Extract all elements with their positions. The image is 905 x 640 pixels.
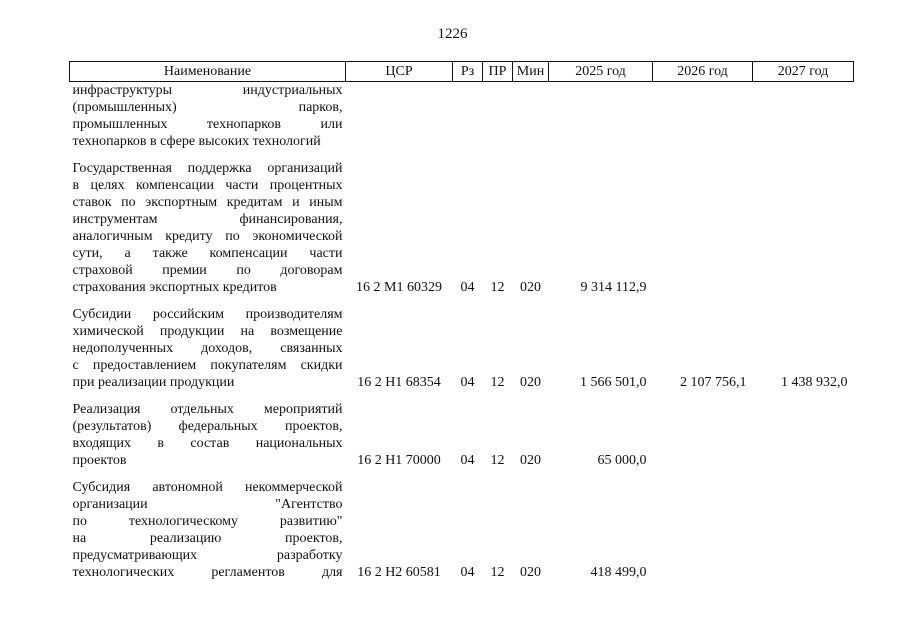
row-name xyxy=(70,401,346,469)
name-line: сути, а также компенсации части xyxy=(72,246,343,261)
name-line: Субсидии российским производителям xyxy=(72,307,343,322)
row-rz: 04 xyxy=(460,565,475,580)
row-2026: 2 107 756,1 xyxy=(680,375,747,390)
row-2027 xyxy=(753,82,854,151)
row-2026 xyxy=(653,82,753,151)
row-csr: 16 2 H1 68354 xyxy=(357,375,441,390)
row-2026 xyxy=(653,160,753,296)
row-2027: 1 438 932,0 xyxy=(781,375,848,390)
row-2027 xyxy=(753,160,854,296)
header-pr: ПР xyxy=(483,62,513,82)
row-name xyxy=(70,82,346,151)
name-line: проектов xyxy=(72,453,127,468)
row-csr: 16 2 H2 60581 xyxy=(357,565,441,580)
row-rz: 04 xyxy=(460,453,475,468)
header-name: Наименование xyxy=(70,62,346,82)
name-line: с предоставлением покупателям скидки xyxy=(72,358,343,373)
row-min xyxy=(513,82,549,151)
name-line: в целях компенсации части процентных xyxy=(72,178,343,193)
table-row xyxy=(70,306,854,391)
row-name xyxy=(70,306,346,391)
name-line: на реализацию проектов, xyxy=(72,531,343,546)
name-line: промышленных технопарков или xyxy=(72,117,343,132)
row-min: 020 xyxy=(520,453,541,468)
budget-table xyxy=(69,61,854,581)
row-csr: 16 2 H1 70000 xyxy=(357,453,441,468)
header-2026: 2026 год xyxy=(653,62,753,82)
row-2025: 1 566 501,0 xyxy=(580,375,647,390)
table-row xyxy=(70,82,854,151)
name-line: инфраструктуры индустриальных xyxy=(72,83,343,98)
header-rz: Рз xyxy=(453,62,483,82)
name-line: Субсидия автономной некоммерческой xyxy=(72,480,343,495)
row-pr: 12 xyxy=(490,565,505,580)
row-2025: 65 000,0 xyxy=(597,453,647,468)
name-line: Государственная поддержка организаций xyxy=(72,161,343,176)
table-row xyxy=(70,401,854,469)
name-line: технологических регламентов для xyxy=(72,565,343,580)
row-name xyxy=(70,479,346,581)
row-2026 xyxy=(653,401,753,469)
page-number: 1226 xyxy=(437,26,468,42)
row-min: 020 xyxy=(520,280,541,295)
name-line: технопарков в сфере высоких технологий xyxy=(72,134,321,149)
name-line: химической продукции на возмещение xyxy=(72,324,343,339)
row-pr xyxy=(483,82,513,151)
name-line: страхования экспортных кредитов xyxy=(72,280,277,295)
row-pr: 12 xyxy=(490,453,505,468)
row-2025: 9 314 112,9 xyxy=(580,280,647,295)
row-csr xyxy=(346,82,453,151)
row-rz: 04 xyxy=(460,280,475,295)
row-2025: 418 499,0 xyxy=(590,565,647,580)
name-line: предусматривающих разработку xyxy=(72,548,343,563)
row-2027 xyxy=(753,479,854,581)
row-pr: 12 xyxy=(490,375,505,390)
name-line: аналогичным кредиту по экономической xyxy=(72,229,343,244)
header-2027: 2027 год xyxy=(753,62,854,82)
name-line: Реализация отдельных мероприятий xyxy=(72,402,343,417)
name-line: при реализации продукции xyxy=(72,375,235,390)
row-2026 xyxy=(653,479,753,581)
name-line: недополученных доходов, связанных xyxy=(72,341,343,356)
name-line: ставок по экспортным кредитам и иным xyxy=(72,195,343,210)
row-rz: 04 xyxy=(460,375,475,390)
name-line: инструментам финансирования, xyxy=(72,212,343,227)
header-2025: 2025 год xyxy=(549,62,653,82)
name-line: (промышленных) парков, xyxy=(72,100,343,115)
name-line: (результатов) федеральных проектов, xyxy=(72,419,343,434)
table-row xyxy=(70,479,854,581)
header-min: Мин xyxy=(513,62,549,82)
name-line: входящих в состав национальных xyxy=(72,436,343,451)
row-name xyxy=(70,160,346,296)
row-2027 xyxy=(753,401,854,469)
row-2025 xyxy=(549,82,653,151)
name-line: по технологическому развитию" xyxy=(72,514,343,529)
row-rz xyxy=(453,82,483,151)
table-header-row xyxy=(70,62,854,82)
row-min: 020 xyxy=(520,565,541,580)
name-line: страховой премии по договорам xyxy=(72,263,343,278)
header-csr: ЦСР xyxy=(346,62,453,82)
row-min: 020 xyxy=(520,375,541,390)
name-line: организации "Агентство xyxy=(72,497,343,512)
table-row xyxy=(70,160,854,296)
row-pr: 12 xyxy=(490,280,505,295)
row-csr: 16 2 M1 60329 xyxy=(356,280,442,295)
